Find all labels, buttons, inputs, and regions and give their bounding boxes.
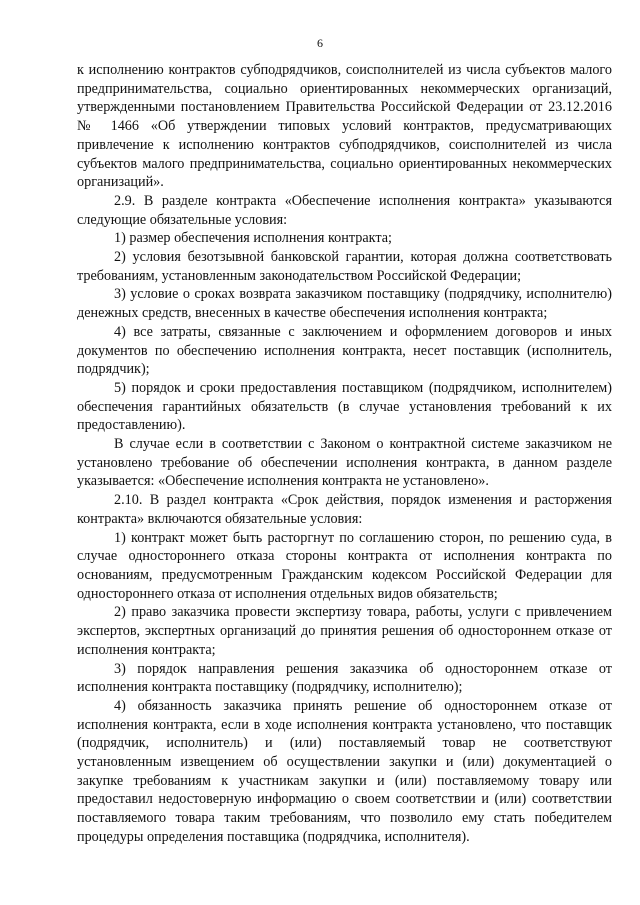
paragraph-section-2-9: 2.9. В разделе контракта «Обеспечение исполнения контракта» указываются следующие обязательные условия: [77, 192, 612, 228]
list-item-2-9-4: 4) все затраты, связанные с заключением и оформлением договоров и иных документов по обеспечению исполнения контракта, несет поставщик (исполнитель, подрядчик); [77, 323, 612, 378]
list-item-2-9-3: 3) условие о сроках возврата заказчиком поставщику (подрядчику, исполнителю) денежных средств, внесенных в качестве обеспечения исполнения контракта; [77, 286, 612, 322]
list-item-2-9-5: 5) порядок и сроки предоставления поставщиком (подрядчиком, исполнителем) обеспечения гарантийных обязательств (в случае установления требований к их предоставлению). [77, 379, 612, 434]
list-item-2-10-3: 3) порядок направления решения заказчика об одностороннем отказе от исполнения контракта поставщику (подрядчику, исполнителю); [77, 660, 612, 696]
list-item-2-9-2: 2) условия безотзывной банковской гарантии, которая должна соответствовать требованиям, установленным законодательством Российской Федерации; [77, 249, 612, 284]
paragraph-section-2-10: 2.10. В раздел контракта «Срок действия, порядок изменения и расторжения контракта» включаются обязательные условия: [77, 492, 612, 527]
list-item-2-10-2: 2) право заказчика провести экспертизу товара, работы, услуги с привлечением экспертов, экспертных организаций до принятия решения об одностороннем отказе от исполнения контракта; [77, 604, 612, 658]
page-number: 6 [317, 36, 323, 50]
paragraph-continuation: к исполнению контрактов субподрядчиков, соисполнителей из числа субъектов малого предпринимательства, социально ориентированных некоммерческих организаций, утвержденными постановлением Правительства Российской Федерации от 23.12.2016 № 1466 «Об утверждении типовых условий контрактов, предусматривающих привлечение к исполнению контрактов субподрядчиков, соисполнителей из числа субъектов малого предпринимательства, социально ориентированных некоммерческих организаций». [77, 62, 612, 191]
list-item-2-10-4: 4) обязанность заказчика принять решение об одностороннем отказе от исполнения контракта, если в ходе исполнения контракта установлено, что поставщик (подрядчик, исполнитель) и (или) поставляемый товар не соответствуют установленным извещением об осуществлении закупки и (или) документацией о закупке требованиям к участникам закупки и (или) поставляемому товару или предоставил недостоверную информацию о своем соответствии и (или) соответствии поставляемого товара таким требованиям, что позволило ему стать победителем процедуры определения поставщика (подрядчика, исполнителя). [77, 697, 612, 845]
list-item-2-10-1: 1) контракт может быть расторгнут по соглашению сторон, по решению суда, в случае одностороннего отказа стороны контракта от исполнения контракта по основаниям, предусмотренным Гражданским кодексом Российской Федерации для одностороннего отказа от исполнения отдельных видов обязательств; [77, 529, 612, 602]
list-item-2-9-1: 1) размер обеспечения исполнения контракта; [114, 230, 392, 247]
paragraph-no-security-case: В случае если в соответствии с Законом о контрактной системе заказчиком не установлено требование об обеспечении исполнения контракта, в данном разделе указывается: «Обеспечение исполнения контракта не установлено». [77, 436, 612, 490]
document-body [77, 61, 612, 847]
